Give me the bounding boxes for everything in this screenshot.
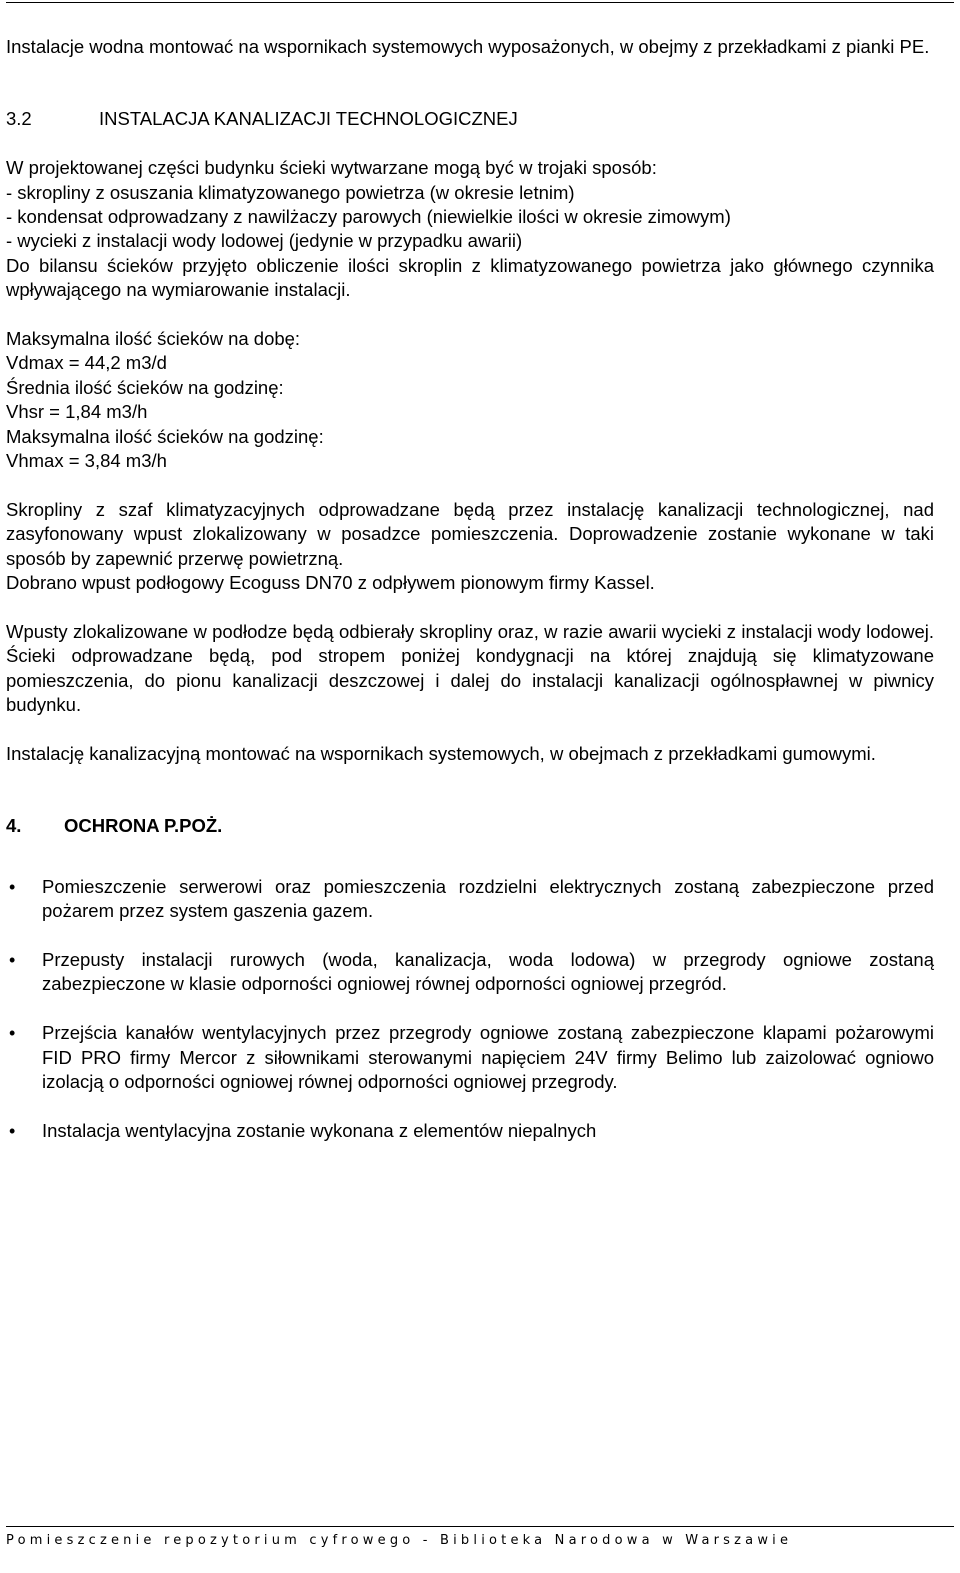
flow-value: Vhsr = 1,84 m3/h bbox=[6, 401, 148, 423]
list-item bbox=[6, 875, 934, 924]
flow-label: Maksymalna ilość ścieków na dobę: bbox=[6, 328, 301, 350]
list-item-text: Przepusty instalacji rurowych (woda, kanalizacja, woda lodowa) w przegrody ogniowe zostaną zabezpieczone w klasie odporności ogniowej równej odporności ogniowej przegród. bbox=[42, 948, 934, 995]
flow-value: Vhmax = 3,84 m3/h bbox=[6, 450, 167, 472]
sewage-lead: W projektowanej części budynku ścieki wytwarzane mogą być w trojaki sposób: bbox=[6, 157, 657, 179]
chapter-number: 4. bbox=[6, 815, 22, 837]
chapter-title: OCHRONA P.POŻ. bbox=[64, 815, 223, 837]
list-item bbox=[6, 1021, 934, 1094]
list-item-text: Instalacja wentylacyjna zostanie wykonana z elementów niepalnych bbox=[42, 1119, 597, 1141]
bullet-icon: • bbox=[9, 876, 16, 897]
bullet-icon: • bbox=[9, 949, 16, 970]
flow-value: Vdmax = 44,2 m3/d bbox=[6, 352, 167, 374]
section-heading bbox=[6, 107, 934, 131]
sewage-item: - wycieki z instalacji wody lodowej (jedynie w przypadku awarii) bbox=[6, 230, 523, 252]
sewage-item: - skropliny z osuszania klimatyzowanego powietrza (w okresie letnim) bbox=[6, 181, 575, 203]
flow-label: Średnia ilość ścieków na godzinę: bbox=[6, 376, 284, 398]
footer-rule bbox=[6, 1526, 954, 1527]
intro-paragraph: Instalacje wodna montować na wspornikach systemowych wyposażonych, w obejmy z przekładkami z pianki PE. bbox=[6, 36, 930, 57]
bullet-icon: • bbox=[9, 1023, 16, 1044]
condensate-block bbox=[6, 498, 934, 596]
document-page bbox=[6, 35, 934, 1143]
condensate-paragraph: Skropliny z szaf klimatyzacyjnych odprowadzane będą przez instalację kanalizacji technologicznej, nad zasyfonowany wpust zlokalizowany w posadzce pomieszczenia. Doprowadzenie zostanie wykonane w taki sposób by zapewnić przerwę powietrzną. bbox=[6, 498, 934, 569]
chapter-heading bbox=[6, 814, 934, 838]
list-item-text: Pomieszczenie serwerowi oraz pomieszczenia rozdzielni elektrycznych zostaną zabezpieczone przed pożarem przez system gaszenia gazem. bbox=[42, 875, 934, 922]
drain-paragraph: Dobrano wpust podłogowy Ecoguss DN70 z odpływem pionowym firmy Kassel. bbox=[6, 572, 655, 594]
flow-values bbox=[6, 327, 934, 473]
top-rule bbox=[6, 2, 954, 3]
section-number: 3.2 bbox=[6, 108, 32, 130]
list-item-text: Przejścia kanałów wentylacyjnych przez przegrody ogniowe zostaną zabezpieczone klapami pożarowymi FID PRO firmy Mercor z siłownikami sterowanymi napięciem 24V firmy Belimo lub zaizolować ogniowo izolacją o odporności ogniowej równej odporności ogniowej przegrody. bbox=[42, 1022, 934, 1092]
page-footer: Pomieszczenie repozytorium cyfrowego - Biblioteka Narodowa w Warszawie bbox=[6, 1533, 793, 1548]
flow-label: Maksymalna ilość ścieków na godzinę: bbox=[6, 425, 324, 447]
list-item bbox=[6, 948, 934, 997]
sewage-item: - kondensat odprowadzany z nawilżaczy parowych (niewielkie ilości w okresie zimowym) bbox=[6, 206, 731, 228]
section-title: INSTALACJA KANALIZACJI TECHNOLOGICZNEJ bbox=[99, 108, 518, 130]
list-item bbox=[6, 1119, 934, 1143]
floor-drains-paragraph: Wpusty zlokalizowane w podłodze będą odbierały skropliny oraz, w razie awarii wycieki z instalacji wody lodowej. Ścieki odprowadzane będą, pod stropem poniżej kondygnacji na której znajdują się klimatyzowane pomieszczenia, do pionu kanalizacji deszczowej i dalej do instalacji kanalizacji ogólnospławnej w piwnicy budynku. bbox=[6, 620, 934, 716]
mounting-paragraph: Instalację kanalizacyjną montować na wspornikach systemowych, w obejmach z przekładkami gumowymi. bbox=[6, 742, 876, 764]
balance-paragraph: Do bilansu ścieków przyjęto obliczenie ilości skroplin z klimatyzowanego powietrza jako głównego czynnika wpływającego na wymiarowanie instalacji. bbox=[6, 254, 934, 301]
fire-protection-list bbox=[6, 875, 934, 1143]
bullet-icon: • bbox=[9, 1120, 16, 1141]
sewage-sources bbox=[6, 156, 934, 302]
